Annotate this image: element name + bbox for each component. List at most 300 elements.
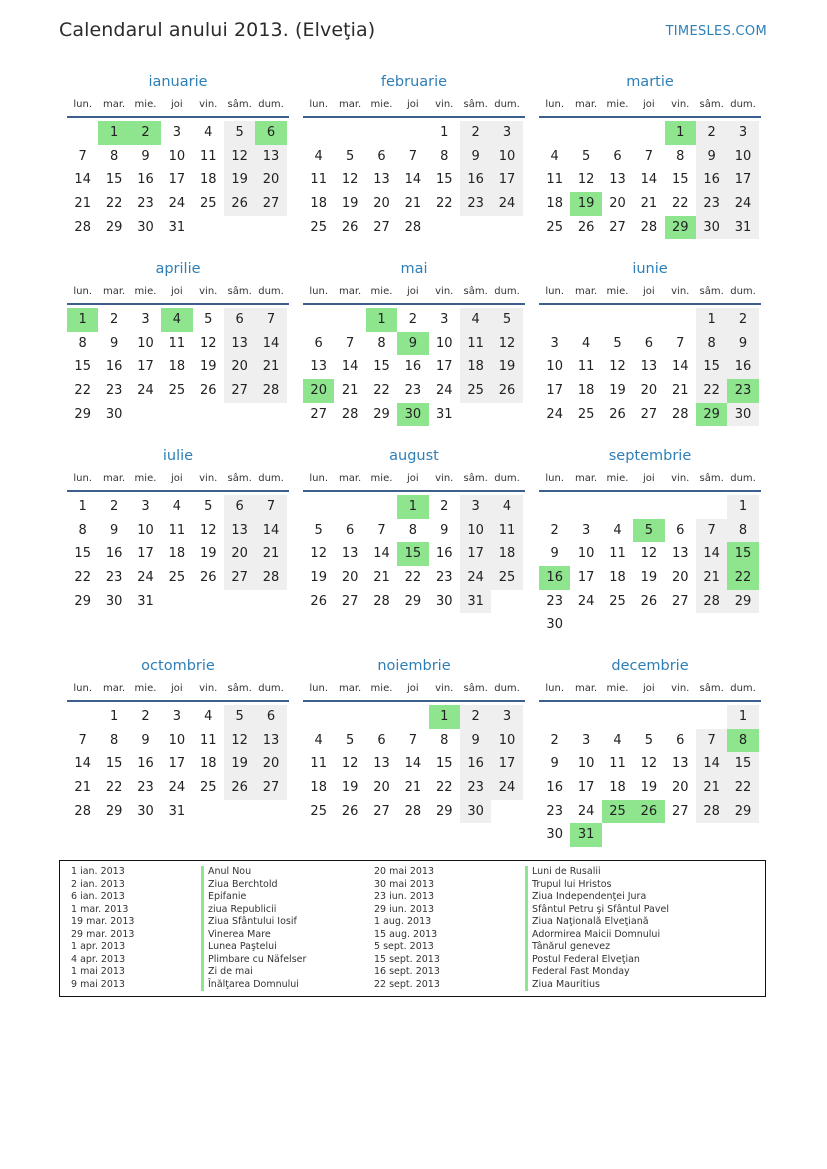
empty-cell	[665, 495, 696, 519]
empty-cell	[303, 308, 334, 332]
day-cell: 24	[491, 192, 522, 216]
weekday-label: sâm.	[699, 683, 724, 694]
empty-cell	[303, 705, 334, 729]
day-cell: 15	[727, 752, 758, 776]
empty-cell	[539, 308, 570, 332]
day-cell: 7	[696, 729, 727, 753]
day-cell: 9	[550, 756, 559, 772]
holiday-name: Lunea Paştelui	[201, 941, 306, 954]
weekday-label: joi	[407, 99, 419, 110]
month-aprilie	[67, 259, 289, 426]
weekday-label: dum.	[730, 683, 756, 694]
day-cell: 7	[345, 335, 355, 351]
day-cell: 11	[168, 522, 186, 538]
weekday-label: lun.	[545, 683, 565, 694]
weekday-label: mar.	[338, 473, 362, 484]
day-cell: 30	[105, 593, 123, 609]
day-cell: 26	[640, 593, 658, 609]
weekday-label: lun.	[73, 683, 93, 694]
day-cell: 28	[671, 406, 689, 422]
empty-cell	[334, 705, 365, 729]
weekday-label: dum.	[258, 99, 284, 110]
holiday-day: 26	[633, 800, 664, 824]
holiday-date: 1 apr. 2013	[71, 941, 126, 952]
weekday-label: joi	[407, 683, 419, 694]
holiday-names-col-1	[201, 866, 306, 991]
day-cell: 24	[460, 566, 491, 590]
day-cell: 28	[341, 406, 359, 422]
day-cell: 27	[671, 593, 689, 609]
day-cell: 26	[341, 219, 359, 235]
empty-cell	[366, 705, 397, 729]
day-cell: 15	[435, 172, 453, 188]
day-cell: 3	[491, 121, 522, 145]
day-cell: 27	[373, 803, 390, 819]
weekday-label: vin.	[199, 683, 218, 694]
day-cell: 23	[105, 383, 123, 399]
day-cell: 27	[640, 406, 658, 422]
weekday-label: joi	[643, 286, 655, 297]
weekday-label: mie.	[134, 473, 157, 484]
day-cell: 10	[460, 519, 491, 543]
day-cell: 3	[581, 522, 591, 538]
weekday-label: mar.	[338, 683, 362, 694]
month-ianuarie	[67, 72, 289, 239]
day-cell: 27	[341, 593, 359, 609]
day-cell: 21	[404, 196, 422, 212]
weekday-label: sâm.	[463, 683, 488, 694]
day-cell: 20	[609, 196, 626, 212]
month-decembrie	[539, 656, 761, 847]
weekday-label: dum.	[494, 99, 520, 110]
day-grid	[303, 705, 525, 823]
day-cell: 4	[172, 499, 181, 514]
day-grid	[67, 121, 289, 239]
day-cell: 21	[74, 780, 91, 796]
day-cell: 30	[546, 617, 563, 633]
day-cell: 29	[727, 590, 758, 614]
holiday-date: 30 mai 2013	[374, 878, 435, 890]
holiday-day: 1	[665, 121, 696, 145]
day-cell: 19	[341, 196, 359, 212]
weekday-label: lun.	[545, 286, 565, 297]
holiday-name: Tânărul genevez	[525, 941, 669, 954]
weekday-label: sâm.	[227, 683, 252, 694]
day-cell: 5	[613, 335, 622, 351]
day-cell: 28	[696, 590, 727, 614]
empty-cell	[366, 121, 397, 145]
day-cell: 29	[435, 803, 453, 819]
day-cell: 19	[609, 383, 626, 399]
day-cell: 25	[546, 219, 563, 235]
day-cell: 21	[640, 196, 658, 212]
day-cell: 4	[460, 308, 491, 332]
day-cell: 23	[460, 776, 491, 800]
day-cell: 29	[727, 800, 758, 824]
month-name: aprilie	[155, 261, 201, 277]
empty-cell	[633, 495, 664, 519]
day-cell: 10	[168, 148, 186, 164]
day-cell: 3	[440, 312, 449, 327]
weekday-header	[539, 283, 761, 305]
day-cell: 15	[74, 359, 91, 375]
day-cell: 10	[491, 729, 522, 753]
day-cell: 5	[224, 121, 255, 145]
day-cell: 17	[168, 756, 186, 772]
day-cell: 9	[109, 522, 119, 538]
weekday-label: lun.	[545, 99, 565, 110]
holiday-name: Adormirea Maicii Domnului	[525, 929, 669, 942]
day-cell: 12	[224, 729, 255, 753]
empty-cell	[570, 705, 601, 729]
weekday-label: sâm.	[463, 473, 488, 484]
day-cell: 30	[696, 216, 727, 240]
day-cell: 14	[404, 172, 422, 188]
day-cell: 16	[105, 359, 123, 375]
day-cell: 17	[491, 752, 522, 776]
holiday-date: 29 mar. 2013	[71, 928, 135, 940]
holiday-date: 23 iun. 2013	[374, 891, 435, 902]
weekday-header	[303, 680, 525, 702]
weekday-label: sâm.	[463, 99, 488, 110]
empty-cell	[303, 121, 334, 145]
weekday-label: joi	[643, 99, 655, 110]
day-cell: 20	[255, 752, 286, 776]
day-cell: 12	[341, 756, 359, 772]
holiday-name: Anul Nou	[201, 866, 306, 879]
day-cell: 15	[671, 172, 689, 188]
day-cell: 12	[640, 756, 658, 772]
day-cell: 18	[168, 359, 186, 375]
day-cell: 14	[671, 359, 689, 375]
month-iunie	[539, 259, 761, 426]
day-cell: 25	[577, 406, 595, 422]
day-cell: 22	[404, 570, 422, 586]
day-cell: 21	[373, 570, 390, 586]
day-cell: 23	[696, 192, 727, 216]
day-cell: 5	[314, 522, 323, 538]
weekday-label: joi	[407, 473, 419, 484]
weekday-header	[303, 470, 525, 492]
day-cell: 7	[408, 732, 417, 748]
day-cell: 31	[137, 593, 154, 609]
day-cell: 16	[727, 355, 758, 379]
weekday-label: vin.	[435, 473, 454, 484]
day-cell: 18	[609, 570, 626, 586]
empty-cell	[539, 121, 570, 145]
day-cell: 24	[168, 196, 186, 212]
empty-cell	[334, 308, 365, 332]
day-cell: 25	[199, 196, 217, 212]
holiday-date: 16 sept. 2013	[374, 966, 440, 977]
day-cell: 3	[141, 312, 150, 327]
day-cell: 6	[377, 732, 386, 748]
holiday-name: Ziua Mauritius	[525, 979, 669, 992]
day-cell: 19	[640, 780, 658, 796]
day-cell: 26	[310, 593, 327, 609]
month-name: august	[389, 448, 439, 464]
weekday-label: mie.	[370, 473, 393, 484]
weekday-header	[67, 96, 289, 118]
day-cell: 14	[404, 756, 422, 772]
weekday-label: joi	[643, 683, 655, 694]
day-cell: 23	[460, 192, 491, 216]
day-cell: 7	[78, 148, 87, 164]
day-cell: 30	[460, 800, 491, 824]
day-cell: 18	[577, 383, 595, 399]
day-cell: 22	[435, 780, 453, 796]
day-cell: 17	[727, 168, 758, 192]
empty-cell	[334, 495, 365, 519]
day-cell: 11	[199, 148, 217, 164]
day-cell: 6	[676, 522, 685, 538]
day-cell: 11	[460, 332, 491, 356]
day-grid	[67, 495, 289, 613]
day-cell: 8	[408, 522, 417, 538]
holiday-date: 9 mai 2013	[71, 978, 125, 990]
page-title: Calendarul anului 2013. (Elveţia)	[59, 19, 376, 41]
holiday-date: 20 mai 2013	[374, 866, 435, 877]
day-cell: 28	[696, 800, 727, 824]
day-cell: 16	[137, 172, 154, 188]
holiday-name: ziua Republicii	[201, 904, 306, 917]
day-cell: 16	[105, 546, 123, 562]
day-cell: 8	[676, 148, 685, 164]
day-cell: 2	[727, 308, 758, 332]
day-cell: 20	[224, 355, 255, 379]
empty-cell	[602, 705, 633, 729]
month-martie	[539, 72, 761, 239]
day-cell: 20	[671, 570, 689, 586]
day-cell: 21	[74, 196, 91, 212]
day-cell: 21	[696, 566, 727, 590]
weekday-label: sâm.	[227, 473, 252, 484]
month-name: mai	[400, 261, 428, 277]
empty-cell	[334, 121, 365, 145]
weekday-label: sâm.	[227, 99, 252, 110]
day-cell: 20	[671, 780, 689, 796]
day-cell: 13	[640, 359, 658, 375]
holiday-date: 4 apr. 2013	[71, 953, 126, 965]
empty-cell	[602, 121, 633, 145]
holiday-day: 16	[539, 566, 570, 590]
empty-cell	[696, 495, 727, 519]
holiday-name: Luni de Rusalii	[525, 866, 669, 879]
day-cell: 1	[440, 125, 449, 140]
day-cell: 18	[310, 196, 327, 212]
day-cell: 6	[377, 148, 386, 164]
day-cell: 23	[137, 780, 154, 796]
day-cell: 11	[168, 335, 186, 351]
day-cell: 15	[373, 359, 390, 375]
day-cell: 16	[137, 756, 154, 772]
day-cell: 25	[460, 379, 491, 403]
day-cell: 27	[671, 803, 689, 819]
month-name: octombrie	[141, 658, 215, 674]
weekday-label: lun.	[73, 286, 93, 297]
empty-cell	[570, 308, 601, 332]
day-cell: 24	[491, 776, 522, 800]
day-cell: 26	[577, 219, 595, 235]
weekday-label: vin.	[435, 683, 454, 694]
day-cell: 28	[640, 219, 658, 235]
weekday-header	[539, 680, 761, 702]
weekday-label: joi	[171, 99, 183, 110]
day-cell: 4	[613, 522, 622, 538]
day-cell: 10	[577, 756, 595, 772]
month-octombrie	[67, 656, 289, 823]
weekday-label: sâm.	[699, 286, 724, 297]
holiday-date: 29 iun. 2013	[374, 903, 435, 915]
holiday-name: Trupul lui Hristos	[525, 879, 669, 892]
day-cell: 30	[727, 403, 758, 427]
day-cell: 11	[491, 519, 522, 543]
holiday-day: 1	[67, 308, 98, 332]
day-cell: 22	[74, 383, 91, 399]
day-cell: 4	[581, 335, 591, 351]
holiday-name: Sfântul Petru şi Sfântul Pavel	[525, 904, 669, 917]
holiday-day: 1	[366, 308, 397, 332]
month-name: iulie	[162, 448, 194, 464]
day-cell: 12	[609, 359, 626, 375]
weekday-label: joi	[171, 683, 183, 694]
weekday-header	[67, 283, 289, 305]
weekday-label: joi	[407, 286, 419, 297]
day-cell: 24	[546, 406, 563, 422]
holiday-day: 2	[130, 121, 161, 145]
day-cell: 21	[255, 542, 286, 566]
day-cell: 8	[696, 332, 727, 356]
day-cell: 4	[314, 732, 323, 748]
holiday-list	[59, 860, 766, 997]
weekday-label: vin.	[435, 286, 454, 297]
weekday-label: dum.	[258, 473, 284, 484]
holiday-day: 15	[727, 542, 758, 566]
day-cell: 17	[577, 570, 595, 586]
day-cell: 13	[310, 359, 327, 375]
weekday-header	[303, 96, 525, 118]
day-cell: 20	[373, 196, 390, 212]
weekday-label: dum.	[258, 286, 284, 297]
day-cell: 11	[577, 359, 595, 375]
day-cell: 12	[199, 335, 217, 351]
day-cell: 12	[224, 145, 255, 169]
day-grid	[539, 308, 761, 426]
day-cell: 4	[204, 709, 213, 724]
day-grid	[539, 121, 761, 239]
holiday-date: 2 ian. 2013	[71, 878, 125, 890]
weekday-label: mar.	[338, 286, 362, 297]
holiday-day: 29	[665, 216, 696, 240]
day-cell: 18	[199, 172, 217, 188]
weekday-label: dum.	[258, 683, 284, 694]
day-cell: 10	[168, 732, 186, 748]
day-cell: 8	[109, 148, 119, 164]
day-cell: 22	[435, 196, 453, 212]
day-cell: 8	[78, 522, 87, 538]
day-cell: 9	[550, 546, 559, 562]
weekday-label: sâm.	[699, 473, 724, 484]
day-cell: 31	[460, 590, 491, 614]
holiday-day: 6	[255, 121, 286, 145]
day-cell: 28	[255, 379, 286, 403]
weekday-label: lun.	[309, 286, 329, 297]
weekday-label: mar.	[102, 683, 126, 694]
holiday-name: Ziua Sfântului Iosif	[201, 916, 306, 929]
day-cell: 24	[137, 570, 154, 586]
day-cell: 27	[224, 379, 255, 403]
weekday-label: dum.	[494, 473, 520, 484]
day-cell: 23	[435, 570, 453, 586]
weekday-label: joi	[171, 286, 183, 297]
day-cell: 6	[314, 335, 323, 351]
day-cell: 29	[105, 803, 123, 819]
holiday-dates-col-2	[374, 866, 440, 991]
weekday-label: vin.	[671, 683, 690, 694]
day-cell: 9	[141, 148, 150, 164]
day-cell: 28	[74, 219, 91, 235]
day-cell: 2	[440, 499, 449, 514]
day-grid	[539, 705, 761, 847]
weekday-label: sâm.	[227, 286, 252, 297]
day-cell: 23	[105, 570, 123, 586]
day-grid	[67, 308, 289, 426]
day-cell: 2	[550, 732, 559, 748]
holiday-day: 31	[570, 823, 601, 847]
weekday-label: mie.	[606, 683, 629, 694]
holiday-day: 19	[570, 192, 601, 216]
day-cell: 31	[168, 803, 186, 819]
day-cell: 7	[644, 148, 653, 164]
day-cell: 26	[491, 379, 522, 403]
day-cell: 23	[546, 803, 563, 819]
day-cell: 21	[696, 776, 727, 800]
weekday-label: mar.	[574, 683, 598, 694]
day-cell: 20	[255, 168, 286, 192]
day-cell: 22	[696, 379, 727, 403]
day-cell: 17	[435, 359, 453, 375]
month-septembrie	[539, 446, 761, 637]
day-cell: 14	[696, 752, 727, 776]
holiday-dates-col-1	[71, 866, 134, 991]
site-link[interactable]: TIMESLES.COM	[665, 24, 767, 39]
day-cell: 9	[727, 332, 758, 356]
day-cell: 30	[546, 827, 563, 843]
weekday-label: mar.	[574, 99, 598, 110]
day-cell: 6	[644, 335, 653, 351]
day-cell: 6	[613, 148, 622, 164]
day-cell: 22	[74, 570, 91, 586]
day-cell: 19	[640, 570, 658, 586]
empty-cell	[696, 705, 727, 729]
day-cell: 2	[696, 121, 727, 145]
weekday-label: vin.	[199, 99, 218, 110]
day-cell: 9	[460, 145, 491, 169]
day-cell: 4	[204, 125, 213, 140]
holiday-date: 1 mar. 2013	[71, 903, 129, 915]
day-cell: 2	[408, 312, 417, 327]
weekday-label: joi	[643, 473, 655, 484]
weekday-label: dum.	[494, 286, 520, 297]
day-cell: 4	[613, 732, 622, 748]
holiday-day: 22	[727, 566, 758, 590]
weekday-label: vin.	[671, 286, 690, 297]
month-name: noiembrie	[377, 658, 451, 674]
day-cell: 26	[341, 803, 359, 819]
day-cell: 23	[137, 196, 154, 212]
day-cell: 10	[137, 522, 154, 538]
day-cell: 20	[640, 383, 658, 399]
